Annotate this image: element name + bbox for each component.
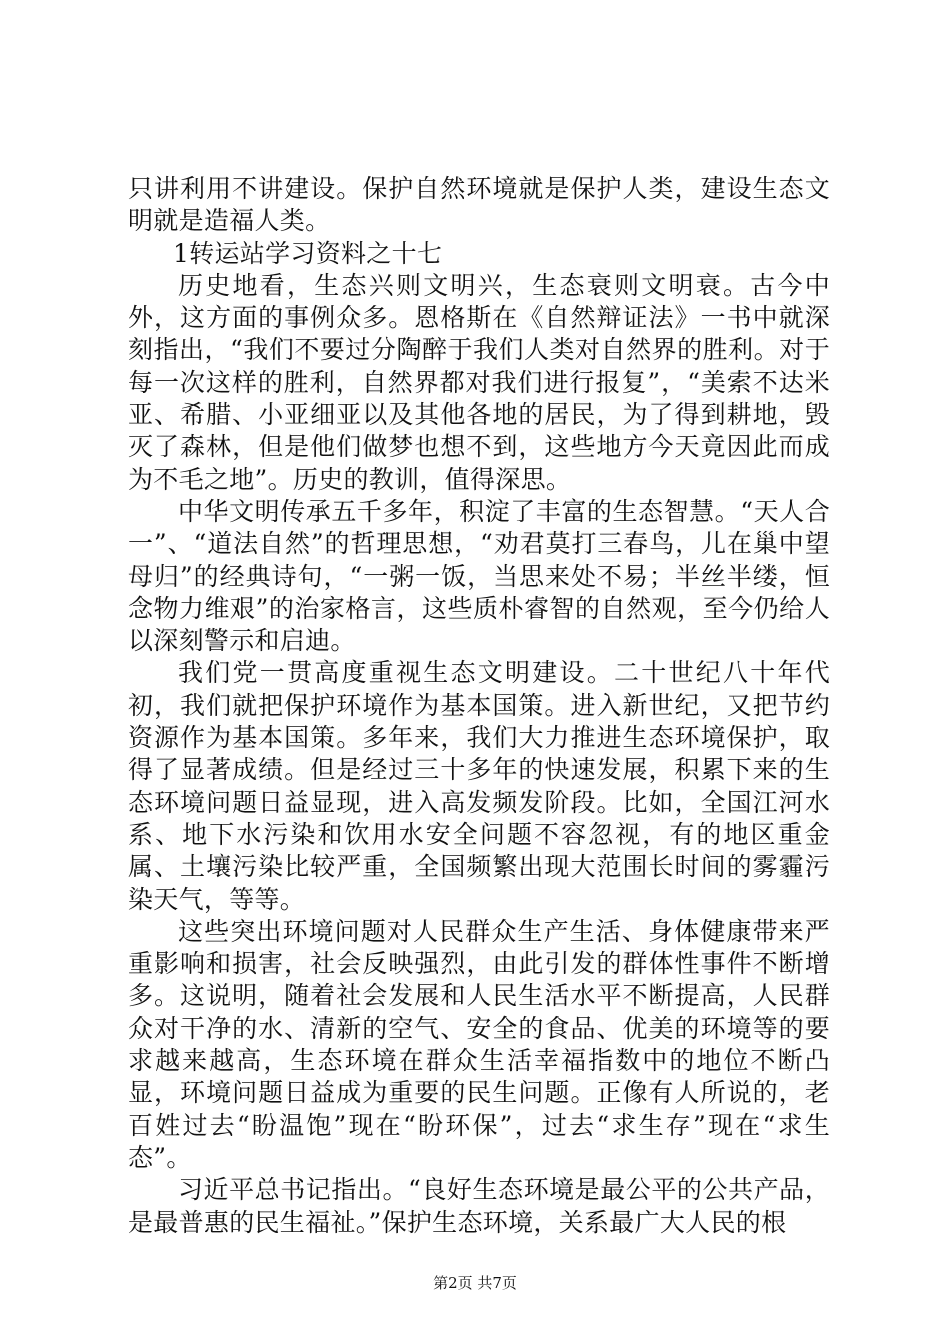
paragraph-continuation: 只讲利用不讲建设。保护自然环境就是保护人类，建设生态文明就是造福人类。 [128, 174, 830, 236]
document-body [128, 173, 830, 1239]
section-heading: 1转运站学习资料之十七 [173, 238, 443, 268]
paragraph-chinese-civilization: 中华文明传承五千多年，积淀了丰富的生态智慧。“天人合一”、“道法自然”的哲理思想，“劝君莫打三春鸟，儿在巢中望母归”的经典诗句，“一粥一饭，当思来处不易；半丝半缕，恒念物力维艰”的治家格言，这些质朴睿智的自然观，至今仍给人以深刻警示和启迪。 [128, 496, 830, 656]
paragraph-xi-quote: 习近平总书记指出。“良好生态环境是最公平的公共产品，是最普惠的民生福祉。”保护生态环境，关系最广大人民的根 [128, 1175, 830, 1237]
paragraph-history: 历史地看，生态兴则文明兴，生态衰则文明衰。古今中外，这方面的事例众多。恩格斯在《自然辩证法》一书中就深刻指出，“我们不要过分陶醉于我们人类对自然界的胜利。对于每一次这样的胜利，自然界都对我们进行报复”，“美索不达米亚、希腊、小亚细亚以及其他各地的居民，为了得到耕地，毁灭了森林，但是他们做梦也想不到，这些地方今天竟因此而成为不毛之地”。历史的教训，值得深思。 [128, 270, 830, 494]
paragraph-environmental-issues: 这些突出环境问题对人民群众生产生活、身体健康带来严重影响和损害，社会反映强烈，由此引发的群体性事件不断增多。这说明，随着社会发展和人民生活水平不断提高，人民群众对干净的水、清新的空气、安全的食品、优美的环境等的要求越来越高，生态环境在群众生活幸福指数中的地位不断凸显，环境问题日益成为重要的民生问题。正像有人所说的，老百姓过去“盼温饱”现在“盼环保”，过去“求生存”现在“求生态”。 [128, 916, 830, 1172]
paragraph-party-policy: 我们党一贯高度重视生态文明建设。二十世纪八十年代初，我们就把保护环境作为基本国策。进入新世纪，又把节约资源作为基本国策。多年来，我们大力推进生态环境保护，取得了显著成绩。但是经过三十多年的快速发展，积累下来的生态环境问题日益显现，进入高发频发阶段。比如，全国江河水系、地下水污染和饮用水安全问题不容忽视，有的地区重金属、土壤污染比较严重，全国频繁出现大范围长时间的雾霾污染天气，等等。 [128, 658, 830, 914]
page-number-footer: 第2页 共7页 [433, 1274, 517, 1292]
